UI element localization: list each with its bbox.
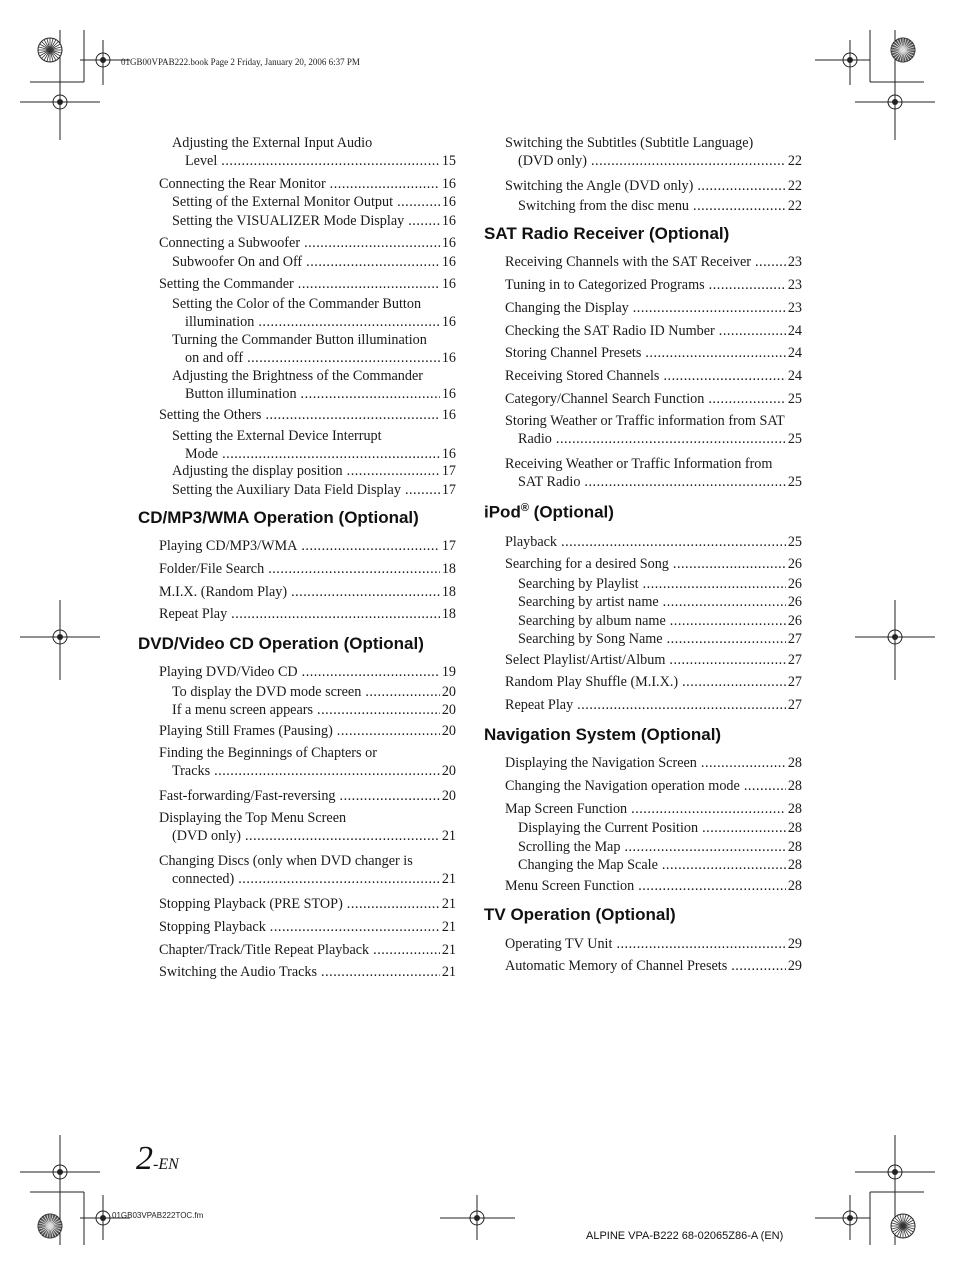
toc-entry[interactable] <box>159 234 456 252</box>
dot-leader <box>302 663 440 681</box>
toc-page-number: 28 <box>787 801 802 817</box>
toc-page-number: 27 <box>787 674 802 690</box>
toc-entry[interactable] <box>505 533 802 551</box>
registered-mark: ® <box>520 502 529 514</box>
dot-leader <box>291 583 440 601</box>
toc-page-number: 21 <box>441 871 456 887</box>
toc-entry-title: Repeat Play <box>159 606 228 622</box>
dot-leader <box>221 152 440 170</box>
toc-entry-title: Switching the Subtitles (Subtitle Language) <box>505 135 754 151</box>
toc-entry-title: Adjusting the Brightness of the Commander <box>172 368 424 384</box>
dot-leader <box>693 197 786 215</box>
toc-page-number: 20 <box>441 684 456 700</box>
toc-entry[interactable] <box>159 787 456 805</box>
toc-page-number: 25 <box>787 534 802 550</box>
section-heading-text: DVD/Video CD Operation (Optional) <box>138 634 424 653</box>
dot-leader <box>321 963 440 981</box>
toc-page-number: 20 <box>441 763 456 779</box>
section-heading-text: SAT Radio Receiver (Optional) <box>484 224 730 243</box>
toc-entry[interactable] <box>159 941 456 959</box>
print-header-info: 01GB00VPAB222.book Page 2 Friday, January 20, 2006 6:37 PM <box>121 57 360 67</box>
toc-entry[interactable] <box>518 838 802 856</box>
dot-leader <box>270 918 440 936</box>
toc-page-number: 28 <box>787 878 802 894</box>
dot-leader <box>697 177 785 195</box>
toc-entry-title: connected) <box>172 871 235 887</box>
toc-entry[interactable] <box>159 406 456 424</box>
toc-page-number: 24 <box>787 323 802 339</box>
toc-entry-title: Receiving Channels with the SAT Receiver <box>505 254 751 270</box>
dot-leader <box>306 253 440 271</box>
dot-leader <box>556 430 786 448</box>
dot-leader <box>755 253 786 271</box>
toc-entry-title: Searching by Playlist <box>518 576 639 592</box>
dot-leader <box>365 683 440 701</box>
toc-page-number: 16 <box>441 446 456 462</box>
toc-page-number: 16 <box>441 235 456 251</box>
toc-entry[interactable] <box>518 630 802 648</box>
dot-leader <box>347 462 440 480</box>
toc-entry[interactable] <box>159 852 456 888</box>
toc-page-number: 26 <box>787 576 802 592</box>
toc-page-number: 15 <box>441 153 456 169</box>
dot-leader <box>408 212 440 230</box>
dot-leader <box>301 537 439 555</box>
dot-leader <box>708 390 785 408</box>
toc-entry-title: Searching by artist name <box>518 594 659 610</box>
toc-page-number: 28 <box>787 778 802 794</box>
toc-entry-title: Mode <box>185 446 219 462</box>
toc-page-number: 20 <box>441 723 456 739</box>
toc-entry[interactable] <box>172 462 456 480</box>
toc-entry[interactable] <box>159 605 456 623</box>
toc-page-number: 26 <box>787 556 802 572</box>
toc-entry-title: Operating TV Unit <box>505 936 613 952</box>
toc-entry-title: Storing Weather or Traffic information from SAT <box>505 413 785 429</box>
toc-entry-title: Switching the Angle (DVD only) <box>505 178 694 194</box>
toc-entry-title: To display the DVD mode screen <box>172 684 362 700</box>
toc-entry-title: Searching by Song Name <box>518 631 663 647</box>
toc-page-number: 16 <box>441 314 456 330</box>
toc-page-number: 16 <box>441 254 456 270</box>
toc-entry-title: Playback <box>505 534 558 550</box>
dot-leader <box>584 473 785 491</box>
section-heading-text: CD/MP3/WMA Operation (Optional) <box>138 508 419 527</box>
toc-entry-title: Automatic Memory of Channel Presets <box>505 958 728 974</box>
toc-entry-title: Setting the Commander <box>159 276 294 292</box>
dot-leader <box>709 276 786 294</box>
toc-entry-title: Setting the Color of the Commander Button <box>172 296 422 312</box>
toc-entry-title: Turning the Commander Button illumination <box>172 332 427 348</box>
dot-leader <box>591 152 786 170</box>
toc-entry[interactable] <box>518 612 802 630</box>
dot-leader <box>670 612 786 630</box>
toc-entry-title: Displaying the Navigation Screen <box>505 755 697 771</box>
toc-page-number: 25 <box>787 474 802 490</box>
toc-entry-title: Menu Screen Function <box>505 878 635 894</box>
toc-entry-title: If a menu screen appears <box>172 702 314 718</box>
toc-entry[interactable] <box>505 276 802 294</box>
toc-page-number: 21 <box>441 919 456 935</box>
toc-entry[interactable] <box>505 299 802 317</box>
toc-entry-title: Changing the Display <box>505 300 629 316</box>
toc-entry-title: Radio <box>518 431 552 447</box>
toc-entry-title: Button illumination <box>185 386 297 402</box>
toc-entry[interactable] <box>505 957 802 975</box>
toc-entry[interactable] <box>505 367 802 385</box>
section-heading <box>484 725 721 745</box>
toc-entry-title: Setting the External Device Interrupt <box>172 428 382 444</box>
toc-entry-title: Changing Discs (only when DVD changer is <box>159 853 413 869</box>
toc-page-number: 23 <box>787 300 802 316</box>
toc-page-number: 16 <box>441 194 456 210</box>
page-number-suffix: -EN <box>153 1156 179 1173</box>
toc-entry-title: Stopping Playback <box>159 919 266 935</box>
toc-entry-title: Setting of the External Monitor Output <box>172 194 394 210</box>
dot-leader <box>373 941 440 959</box>
toc-entry[interactable] <box>505 877 802 895</box>
dot-leader <box>340 787 440 805</box>
dot-leader <box>667 630 786 648</box>
toc-entry[interactable] <box>505 412 802 448</box>
toc-entry[interactable] <box>505 344 802 362</box>
toc-entry-title: Connecting the Rear Monitor <box>159 176 326 192</box>
toc-entry-title: Playing Still Frames (Pausing) <box>159 723 333 739</box>
toc-entry[interactable] <box>505 134 802 170</box>
dot-leader <box>268 560 440 578</box>
toc-entry[interactable] <box>505 253 802 271</box>
toc-page-number: 17 <box>441 463 456 479</box>
toc-entry-title: Subwoofer On and Off <box>172 254 303 270</box>
toc-entry-title: Receiving Weather or Traffic Information from <box>505 456 773 472</box>
toc-page-number: 16 <box>441 176 456 192</box>
toc-entry[interactable] <box>159 722 456 740</box>
toc-page-number: 20 <box>441 702 456 718</box>
toc-page-number: 26 <box>787 613 802 629</box>
toc-entry[interactable] <box>518 575 802 593</box>
toc-entry-title: Chapter/Track/Title Repeat Playback <box>159 942 370 958</box>
toc-entry-title: Changing the Navigation operation mode <box>505 778 740 794</box>
toc-entry-title: (DVD only) <box>518 153 587 169</box>
toc-entry-title: Select Playlist/Artist/Album <box>505 652 666 668</box>
dot-leader <box>682 673 786 691</box>
toc-entry-title: Adjusting the External Input Audio <box>172 135 373 151</box>
toc-entry-title: Switching the Audio Tracks <box>159 964 318 980</box>
toc-page-number: 24 <box>787 368 802 384</box>
toc-entry-title: Setting the Auxiliary Data Field Display <box>172 482 401 498</box>
dot-leader <box>731 957 786 975</box>
dot-leader <box>638 877 786 895</box>
section-heading-text: TV Operation (Optional) <box>484 905 676 924</box>
toc-entry-title: Receiving Stored Channels <box>505 368 660 384</box>
toc-entry-title: Tracks <box>172 763 211 779</box>
dot-leader <box>258 313 439 331</box>
toc-entry-title: Fast-forwarding/Fast-reversing <box>159 788 336 804</box>
dot-leader <box>643 575 786 593</box>
toc-entry[interactable] <box>172 367 456 403</box>
toc-entry-title: Repeat Play <box>505 697 574 713</box>
toc-entry-title: Connecting a Subwoofer <box>159 235 301 251</box>
section-heading <box>484 502 614 523</box>
toc-page-number: 18 <box>441 606 456 622</box>
toc-entry[interactable] <box>159 663 456 681</box>
toc-entry-title: Finding the Beginnings of Chapters or <box>159 745 377 761</box>
toc-entry[interactable] <box>172 427 456 463</box>
dot-leader <box>645 344 785 362</box>
toc-page-number: 18 <box>441 561 456 577</box>
toc-entry-title: Changing the Map Scale <box>518 857 658 873</box>
toc-entry[interactable] <box>505 322 802 340</box>
toc-entry[interactable] <box>505 935 802 953</box>
dot-leader <box>317 701 440 719</box>
dot-leader <box>744 777 786 795</box>
toc-entry-title: Switching from the disc menu <box>518 198 690 214</box>
toc-page-number: 27 <box>787 631 802 647</box>
section-heading <box>138 508 419 528</box>
toc-entry[interactable] <box>505 673 802 691</box>
toc-entry[interactable] <box>172 481 456 499</box>
toc-page-number: 25 <box>787 431 802 447</box>
dot-leader <box>245 827 440 845</box>
toc-entry[interactable] <box>505 754 802 772</box>
toc-entry-title: Random Play Shuffle (M.I.X.) <box>505 674 679 690</box>
dot-leader <box>624 838 785 856</box>
toc-page-number: 26 <box>787 594 802 610</box>
toc-entry-title: Searching for a desired Song <box>505 556 669 572</box>
section-heading-text: iPod <box>484 502 521 522</box>
toc-page-number: 22 <box>787 153 802 169</box>
dot-leader <box>673 555 786 573</box>
toc-page-number: 22 <box>787 178 802 194</box>
dot-leader <box>663 367 785 385</box>
toc-entry-title: Tuning in to Categorized Programs <box>505 277 705 293</box>
toc-entry[interactable] <box>159 583 456 601</box>
toc-page-number: 16 <box>441 350 456 366</box>
section-heading <box>138 634 424 654</box>
dot-leader <box>719 322 786 340</box>
toc-entry[interactable] <box>159 918 456 936</box>
dot-leader <box>214 762 440 780</box>
toc-entry[interactable] <box>172 295 456 331</box>
dot-leader <box>405 481 440 499</box>
toc-entry-title: Playing CD/MP3/WMA <box>159 538 298 554</box>
page-number <box>136 1140 179 1178</box>
toc-page-number: 25 <box>787 391 802 407</box>
toc-entry[interactable] <box>159 560 456 578</box>
dot-leader <box>238 870 440 888</box>
dot-leader <box>337 722 440 740</box>
toc-entry[interactable] <box>505 777 802 795</box>
toc-entry-title: on and off <box>185 350 244 366</box>
toc-entry[interactable] <box>518 856 802 874</box>
dot-leader <box>669 651 785 669</box>
toc-entry[interactable] <box>159 175 456 193</box>
dot-leader <box>304 234 440 252</box>
toc-entry[interactable] <box>159 537 456 555</box>
toc-page-number: 20 <box>441 788 456 804</box>
toc-entry-title: Map Screen Function <box>505 801 628 817</box>
dot-leader <box>222 445 440 463</box>
toc-page-number: 17 <box>441 538 456 554</box>
toc-page-number: 27 <box>787 697 802 713</box>
toc-entry-title: SAT Radio <box>518 474 581 490</box>
section-heading-suffix: (Optional) <box>528 502 614 522</box>
section-heading <box>484 905 676 925</box>
dot-leader <box>397 193 440 211</box>
toc-page-number: 16 <box>441 407 456 423</box>
toc-page-number: 27 <box>787 652 802 668</box>
toc-page-number: 21 <box>441 896 456 912</box>
toc-page-number: 29 <box>787 958 802 974</box>
toc-page-number: 16 <box>441 386 456 402</box>
toc-page-number: 22 <box>787 198 802 214</box>
dot-leader <box>702 819 786 837</box>
toc-page-number: 21 <box>441 964 456 980</box>
toc-entry[interactable] <box>505 800 802 818</box>
toc-page-number: 16 <box>441 213 456 229</box>
toc-entry[interactable] <box>172 331 456 367</box>
toc-entry[interactable] <box>505 390 802 408</box>
toc-entry-title: Displaying the Current Position <box>518 820 699 836</box>
toc-page-number: 29 <box>787 936 802 952</box>
toc-entry[interactable] <box>505 696 802 714</box>
dot-leader <box>701 754 786 772</box>
toc-entry[interactable] <box>172 193 456 211</box>
toc-entry-title: Stopping Playback (PRE STOP) <box>159 896 343 912</box>
toc-page-number: 21 <box>441 942 456 958</box>
toc-page-number: 18 <box>441 584 456 600</box>
toc-entry[interactable] <box>172 134 456 170</box>
toc-page-number: 28 <box>787 755 802 771</box>
toc-entry[interactable] <box>505 455 802 491</box>
toc-entry-title: Displaying the Top Menu Screen <box>159 810 347 826</box>
footer-file-name: 01GB03VPAB222TOC.fm <box>112 1211 204 1220</box>
toc-entry[interactable] <box>159 809 456 845</box>
dot-leader <box>247 349 440 367</box>
toc-page-number: 21 <box>441 828 456 844</box>
toc-entry[interactable] <box>505 177 802 195</box>
dot-leader <box>298 275 440 293</box>
dot-leader <box>561 533 786 551</box>
toc-entry[interactable] <box>505 651 802 669</box>
dot-leader <box>301 385 440 403</box>
toc-entry[interactable] <box>172 701 456 719</box>
dot-leader <box>631 800 786 818</box>
toc-entry-title: M.I.X. (Random Play) <box>159 584 288 600</box>
toc-entry-title: Adjusting the display position <box>172 463 343 479</box>
dot-leader <box>662 856 786 874</box>
toc-entry[interactable] <box>518 197 802 215</box>
page-number-digit: 2 <box>136 1140 153 1177</box>
toc-entry-title: Level <box>185 153 218 169</box>
footer-model-code: ALPINE VPA-B222 68-02065Z86-A (EN) <box>586 1230 784 1242</box>
toc-page-number: 28 <box>787 820 802 836</box>
dot-leader <box>347 895 440 913</box>
dot-leader <box>616 935 785 953</box>
toc-entry-title: (DVD only) <box>172 828 241 844</box>
dot-leader <box>577 696 786 714</box>
dot-leader <box>231 605 440 623</box>
toc-page-number: 24 <box>787 345 802 361</box>
dot-leader <box>633 299 786 317</box>
toc-entry[interactable] <box>159 895 456 913</box>
section-heading-text: Navigation System (Optional) <box>484 725 722 744</box>
toc-page-number: 16 <box>441 276 456 292</box>
toc-entry-title: illumination <box>185 314 255 330</box>
dot-leader <box>265 406 439 424</box>
toc-entry-title: Checking the SAT Radio ID Number <box>505 323 715 339</box>
toc-page-number: 28 <box>787 839 802 855</box>
toc-entry[interactable] <box>172 683 456 701</box>
toc-entry[interactable] <box>159 275 456 293</box>
toc-page-number: 28 <box>787 857 802 873</box>
toc-entry-title: Storing Channel Presets <box>505 345 642 361</box>
toc-entry[interactable] <box>172 253 456 271</box>
toc-entry-title: Category/Channel Search Function <box>505 391 705 407</box>
toc-entry-title: Searching by album name <box>518 613 666 629</box>
dot-leader <box>330 175 440 193</box>
toc-entry-title: Setting the Others <box>159 407 262 423</box>
toc-entry[interactable] <box>505 555 802 573</box>
toc-entry-title: Playing DVD/Video CD <box>159 664 298 680</box>
toc-entry-title: Setting the VISUALIZER Mode Display <box>172 213 405 229</box>
dot-leader <box>663 593 786 611</box>
toc-entry-title: Scrolling the Map <box>518 839 621 855</box>
toc-page-number: 19 <box>441 664 456 680</box>
toc-entry[interactable] <box>159 744 456 780</box>
toc-entry[interactable] <box>518 819 802 837</box>
toc-entry[interactable] <box>172 212 456 230</box>
section-heading <box>484 224 729 244</box>
toc-entry[interactable] <box>518 593 802 611</box>
toc-page-number: 23 <box>787 277 802 293</box>
toc-entry[interactable] <box>159 963 456 981</box>
toc-page-number: 17 <box>441 482 456 498</box>
toc-entry-title: Folder/File Search <box>159 561 265 577</box>
toc-page-number: 23 <box>787 254 802 270</box>
